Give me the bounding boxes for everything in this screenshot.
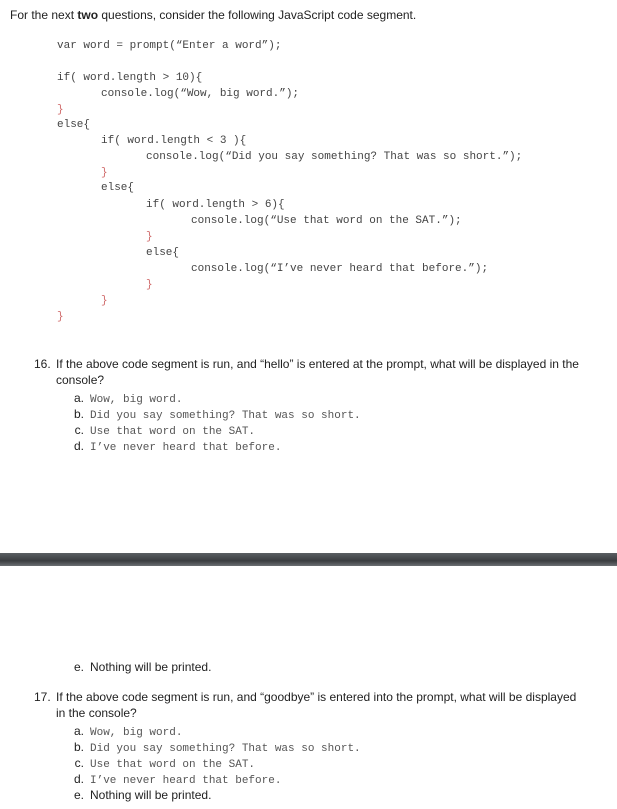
code-line-2: if( word.length > 10){	[57, 72, 203, 84]
code-line-11: console.log(“Use that word on the SAT.”);	[191, 215, 462, 227]
code-line-4: }	[57, 104, 64, 116]
q16-option-e	[62, 658, 211, 676]
code-line-14: console.log(“I’ve never heard that before.”);	[191, 263, 489, 275]
code-line-5: else{	[57, 119, 91, 131]
code-line-1: var word = prompt(“Enter a word”);	[57, 40, 282, 52]
q17-text-line1: If the above code segment is run, and “goodbye” is entered into the prompt, what will be displayed	[56, 690, 577, 704]
q17-number: 17.	[34, 690, 51, 704]
option-label: e.	[73, 660, 84, 674]
intro-suffix: questions, consider the following JavaScript code segment.	[98, 8, 417, 22]
code-line-7: console.log(“Did you say something? That was so short.”);	[146, 151, 523, 163]
q16-option-d	[62, 437, 281, 455]
code-line-16: }	[101, 295, 108, 307]
q17-option-e	[62, 786, 211, 804]
option-label: d.	[73, 439, 84, 453]
option-label: c.	[74, 756, 84, 770]
q16-text-line2: console?	[56, 373, 105, 387]
code-line-9: else{	[101, 182, 135, 194]
option-text: Nothing will be printed.	[90, 788, 212, 802]
intro-prefix: For the next	[10, 8, 78, 22]
option-text: Did you say something? That was so short.	[90, 410, 361, 422]
code-line-3: console.log(“Wow, big word.”);	[101, 88, 300, 100]
option-text: Did you say something? That was so short.	[90, 743, 361, 755]
code-line-6: if( word.length < 3 ){	[101, 135, 247, 147]
q16-text-line1: If the above code segment is run, and “hello” is entered at the prompt, what will be displayed in the	[56, 357, 579, 371]
option-text: I’ve never heard that before.	[90, 442, 282, 454]
option-text: Use that word on the SAT.	[90, 759, 256, 771]
q16-number: 16.	[34, 357, 51, 371]
option-label: b.	[73, 407, 84, 421]
option-label: a.	[73, 391, 84, 405]
code-line-15: }	[146, 279, 153, 291]
code-line-17: }	[57, 311, 64, 323]
intro-bold: two	[77, 8, 99, 22]
option-label: a.	[73, 724, 84, 738]
code-line-8: }	[101, 167, 108, 179]
option-text: Wow, big word.	[90, 394, 183, 406]
option-label: e.	[73, 788, 84, 802]
code-line-10: if( word.length > 6){	[146, 199, 285, 211]
option-text: Wow, big word.	[90, 727, 183, 739]
intro-text	[10, 8, 416, 22]
option-label: d.	[73, 772, 84, 786]
code-line-12: }	[146, 231, 153, 243]
page-break-divider	[0, 553, 617, 566]
option-text: Use that word on the SAT.	[90, 426, 256, 438]
option-label: b.	[73, 740, 84, 754]
option-label: c.	[74, 423, 84, 437]
code-line-13: else{	[146, 247, 180, 259]
option-text: Nothing will be printed.	[90, 660, 212, 674]
q17-text-line2: in the console?	[56, 706, 137, 720]
option-text: I’ve never heard that before.	[90, 775, 282, 787]
